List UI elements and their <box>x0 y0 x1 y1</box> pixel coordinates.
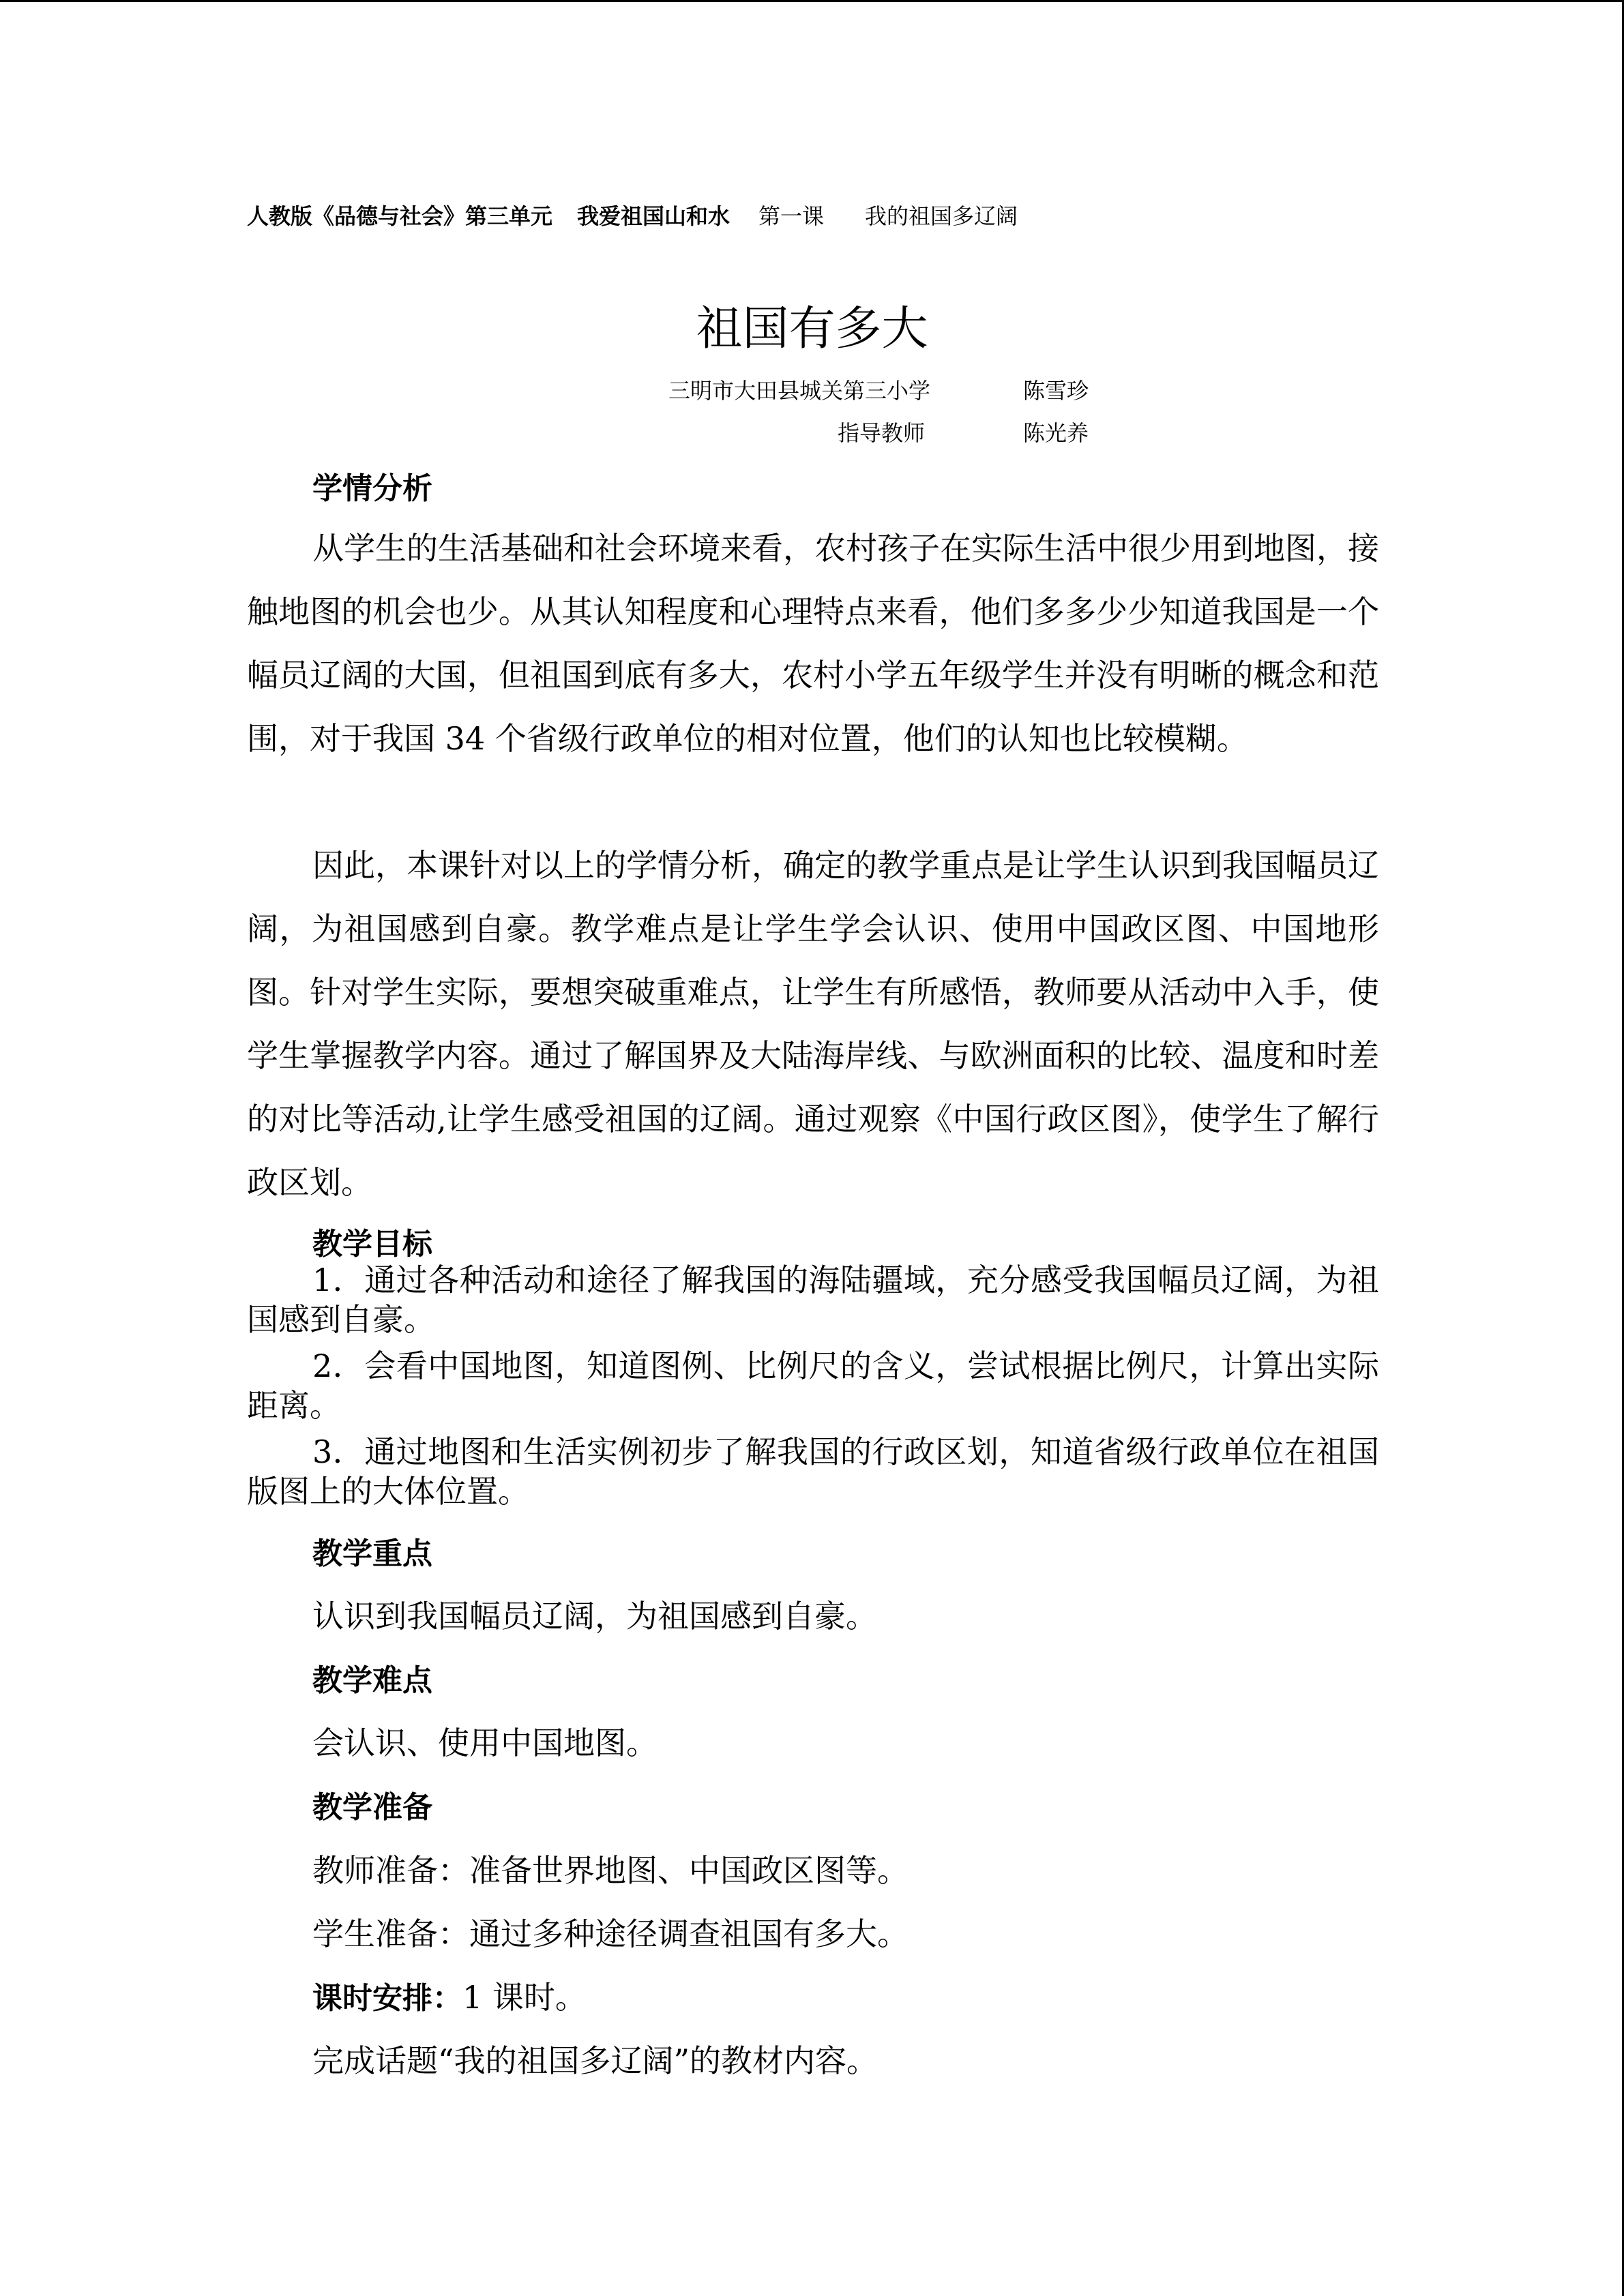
goal-item: 1．通过各种活动和途径了解我国的海陆疆域，充分感受我国幅员辽阔，为祖国感到自豪。 <box>247 1262 1379 1338</box>
advisor-label: 指导教师 <box>838 420 926 446</box>
lesson-header <box>247 199 1018 230</box>
heading-goals: 教学目标 <box>312 1227 432 1262</box>
analysis-paragraph-1: 从学生的生活基础和社会环境来看，农村孩子在实际生活中很少用到地图，接触地图的机会也少。从其认知程度和心理特点来看，他们多多少少知道我国是一个幅员辽阔的大国，但祖国到底有多大，农村小学五年级学生并没有明晰的概念和范围，对于我国 34 个省级行政单位的相对位置，他们的认知也比较模糊。 <box>247 530 1379 757</box>
schedule-label: 课时安排： <box>312 1981 462 2016</box>
page-border-top <box>0 0 1624 2</box>
heading-difficulty: 教学难点 <box>312 1663 432 1698</box>
goal-item: 3．通过地图和生活实例初步了解我国的行政区划，知道省级行政单位在祖国版图上的大体位置。 <box>247 1433 1379 1510</box>
advisor-name: 陈光养 <box>1023 420 1089 446</box>
header-lesson-title: 我的祖国多辽阔 <box>865 203 1018 229</box>
closing-text: 完成话题“我的祖国多辽阔”的教材内容。 <box>312 2042 879 2079</box>
heading-key-point: 教学重点 <box>312 1536 432 1571</box>
schedule-line <box>312 1973 587 2018</box>
page-title: 祖国有多大 <box>696 302 928 356</box>
schedule-value: 1 课时。 <box>462 1979 587 2016</box>
difficulty-text: 会认识、使用中国地图。 <box>312 1725 658 1761</box>
heading-preparation: 教学准备 <box>312 1790 432 1825</box>
header-lesson: 第一课 <box>758 203 825 229</box>
analysis-paragraph-2: 因此，本课针对以上的学情分析，确定的教学重点是让学生认识到我国幅员辽阔，为祖国感到自豪。教学难点是让学生学会认识、使用中国政区图、中国地形图。针对学生实际，要想突破重难点，让学生有所感悟，教师要从活动中入手，使学生掌握教学内容。通过了解国界及大陆海岸线、与欧洲面积的比较、温度和时差的对比等活动,让学生感受祖国的辽阔。通过观察《中国行政区图》，使学生了解行政区划。 <box>247 847 1379 1201</box>
heading-analysis: 学情分析 <box>312 471 432 506</box>
preparation-student: 学生准备：通过多种途径调查祖国有多大。 <box>312 1915 909 1952</box>
author-school: 三明市大田县城关第三小学 <box>668 378 931 404</box>
preparation-teacher: 教师准备：准备世界地图、中国政区图等。 <box>312 1852 909 1889</box>
key-point-text: 认识到我国幅员辽阔，为祖国感到自豪。 <box>312 1598 877 1635</box>
author-teacher: 陈雪珍 <box>1023 378 1089 404</box>
header-unit: 人教版《品德与社会》第三单元 <box>247 203 553 229</box>
goal-item: 2．会看中国地图，知道图例、比例尺的含义，尝试根据比例尺，计算出实际距离。 <box>247 1347 1379 1424</box>
header-unit-theme: 我爱祖国山和水 <box>577 203 730 229</box>
